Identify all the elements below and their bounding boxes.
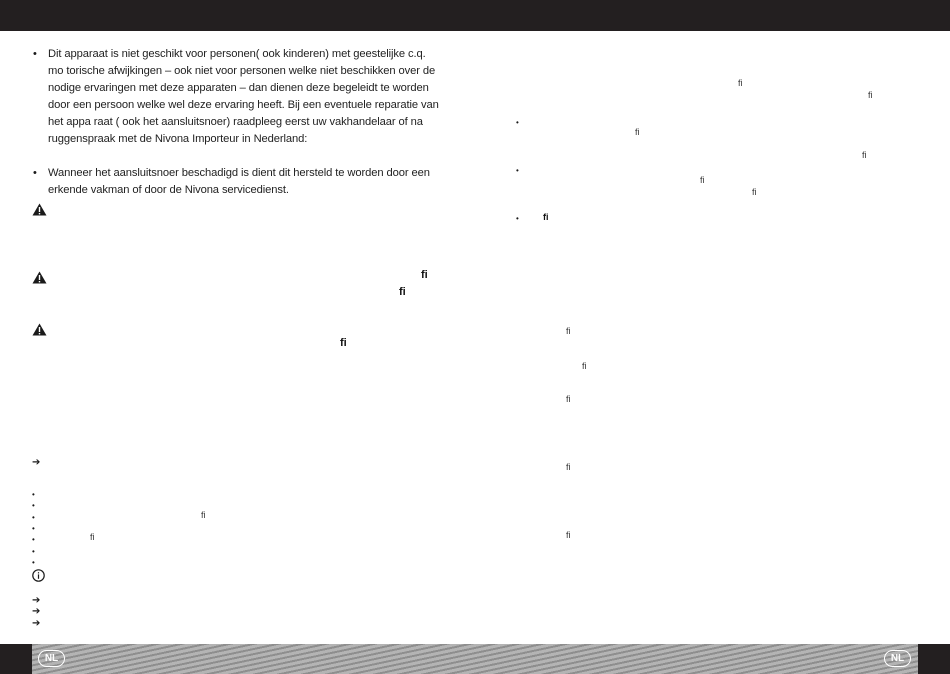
bullet: • (32, 547, 35, 556)
ligature-glyph: ﬁ (566, 530, 571, 540)
ligature-glyph: ﬁ (90, 532, 95, 542)
language-badge-right: NL (884, 650, 911, 667)
ligature-glyph: ﬁ (752, 187, 757, 197)
ligature-glyph: ﬁ (201, 510, 206, 520)
bullet: • (516, 166, 519, 175)
arrow-icon: ➔ (32, 606, 41, 617)
footer-wave-pattern (32, 644, 918, 674)
warning-icon (32, 271, 47, 284)
paragraph-safety-persons: Dit apparaat is niet geschikt voor personen( ook kinderen) met geestelijke c.q. mo torische afwijkingen – ook niet voor personen welke niet beschikken over de nodige ervaringen met deze apparaten – dan dienen deze begeleidt te worden door een persoon welke wel deze ervaring heeft. Bij een eventuele reparatie van het appa raat ( ook het aansluitsnoer) raadpleeg eerst uw vakhandelaar of na ruggenspraak met de Nivona Importeur in Nederland: (48, 48, 439, 146)
bullet: • (32, 535, 35, 544)
ligature-glyph: ﬁ (399, 286, 406, 298)
bullet: • (32, 501, 35, 510)
ligature-glyph: ﬁ (700, 175, 705, 185)
bullet: • (516, 214, 519, 223)
ligature-glyph: ﬁ (868, 90, 873, 100)
bullet: • (32, 558, 35, 567)
info-icon (32, 569, 45, 582)
ligature-glyph: ﬁ (543, 212, 549, 222)
arrow-icon: ➔ (32, 618, 41, 629)
ligature-glyph: ﬁ (862, 150, 867, 160)
bullet: • (516, 118, 519, 127)
ligature-glyph: ﬁ (566, 394, 571, 404)
header-bar (0, 0, 950, 31)
ligature-glyph: ﬁ (566, 326, 571, 336)
warning-icon (32, 203, 47, 216)
bullet: • (32, 524, 35, 533)
bullet: • (33, 48, 37, 60)
ligature-glyph: ﬁ (340, 337, 347, 349)
warning-icon (32, 323, 47, 336)
ligature-glyph: ﬁ (582, 361, 587, 371)
bullet: • (32, 513, 35, 522)
ligature-glyph: ﬁ (566, 462, 571, 472)
ligature-glyph: ﬁ (421, 269, 428, 281)
ligature-glyph: ﬁ (635, 127, 640, 137)
bullet: • (32, 490, 35, 499)
arrow-icon: ➔ (32, 595, 41, 606)
language-badge-left: NL (38, 650, 65, 667)
bullet: • (33, 167, 37, 179)
paragraph-power-cord: Wanneer het aansluitsnoer beschadigd is dient dit hersteld te worden door een erkende vakman of door de Nivona servicedienst. (48, 167, 430, 197)
ligature-glyph: ﬁ (738, 78, 743, 88)
arrow-icon: ➔ (32, 457, 41, 468)
